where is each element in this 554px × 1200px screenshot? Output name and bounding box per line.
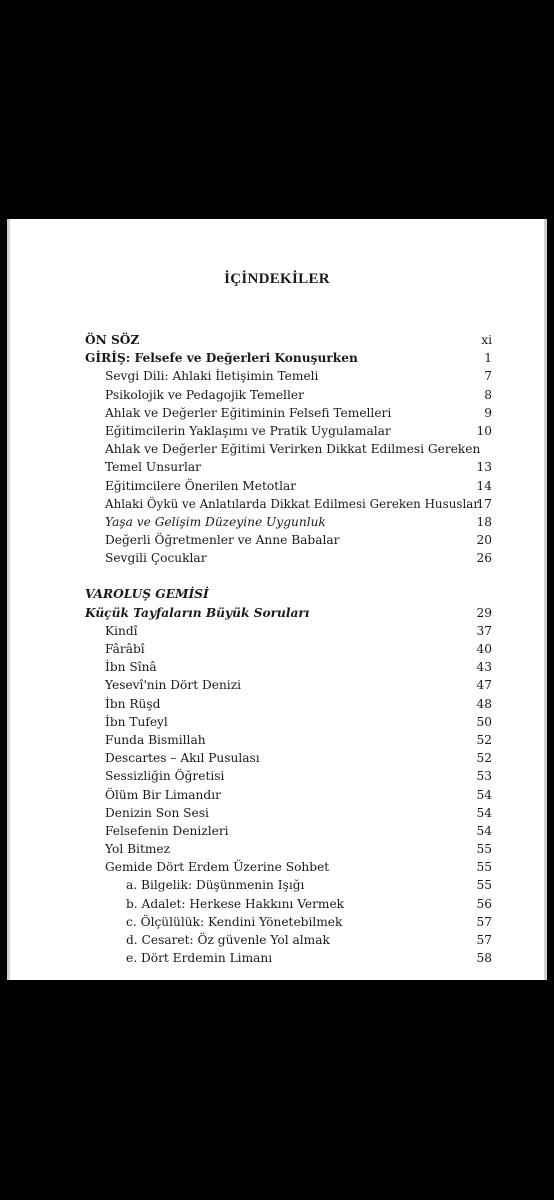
toc-subentry (85, 913, 492, 931)
toc-label: Ahlak ve Değerler Eğitiminin Felsefi Temelleri (105, 405, 392, 420)
toc-label: Ahlak ve Değerler Eğitimi Verirken Dikkat Edilmesi Gereken (105, 442, 481, 457)
toc-page: 37 (476, 623, 492, 638)
toc-page: 1 (484, 351, 492, 366)
toc-label: Psikolojik ve Pedagojik Temeller (105, 387, 304, 402)
toc-entry (85, 404, 492, 422)
toc-label: d. Cesaret: Öz güvenle Yol almak (126, 933, 330, 947)
toc-entry (85, 531, 492, 549)
toc-label: İbn Tufeyl (105, 714, 168, 729)
toc-page: 57 (476, 914, 492, 929)
toc-label: b. Adalet: Herkese Hakkını Vermek (126, 896, 345, 911)
toc-label: VAROLUŞ GEMİSİ (85, 587, 209, 602)
toc-entry (85, 495, 492, 513)
toc-label: Descartes – Akıl Pusulası (105, 751, 260, 766)
toc-page: 20 (476, 533, 492, 548)
toc-entry (85, 367, 492, 385)
toc-entry-giris (85, 349, 492, 367)
toc-page: xi (481, 333, 492, 347)
toc-label: Ölüm Bir Limandır (105, 787, 221, 802)
toc-entry (85, 622, 492, 640)
toc-page: 52 (476, 732, 492, 747)
toc-label: Yaşa ve Gelişim Düzeyine Uygunluk (105, 514, 326, 529)
toc-page: 8 (484, 387, 492, 402)
toc-entry (85, 549, 492, 567)
toc-page: 48 (476, 696, 492, 711)
toc-page: 50 (476, 714, 492, 729)
toc-page: 9 (484, 405, 492, 420)
toc-label: Temel Unsurlar (105, 460, 201, 475)
toc-entry (85, 749, 492, 767)
toc-subentry (85, 895, 492, 913)
toc-page: 52 (476, 751, 492, 766)
toc-label: İbn Sînâ (105, 660, 157, 675)
toc-entry (85, 422, 492, 440)
toc-entry (85, 695, 492, 713)
toc-section-varolus-gemisi (85, 585, 492, 603)
toc-label: Eğitimcilerin Yaklaşımı ve Pratik Uygulamalar (105, 423, 391, 438)
toc-entry (85, 786, 492, 804)
toc-page: 53 (476, 769, 492, 784)
toc-label: c. Ölçülülük: Kendini Yönetebilmek (126, 914, 343, 929)
toc-page: 47 (476, 678, 492, 693)
toc-subentry (85, 931, 492, 949)
toc-entry (85, 477, 492, 495)
toc-page: 55 (476, 842, 492, 857)
toc-page: 14 (476, 478, 492, 493)
toc-page: 54 (476, 823, 492, 838)
toc-page: 18 (476, 514, 492, 529)
toc-page: 54 (476, 805, 492, 820)
section-gap (85, 567, 492, 585)
toc-page: 56 (476, 896, 492, 911)
toc-subentry (85, 876, 492, 894)
document-page (7, 219, 547, 980)
toc-label: Funda Bismillah (105, 732, 206, 747)
toc-label: a. Bilgelik: Düşünmenin Işığı (126, 878, 305, 893)
toc-page: 10 (476, 423, 492, 438)
toc-label: Sevgili Çocuklar (105, 551, 207, 566)
toc-entry (85, 822, 492, 840)
toc-label: Yol Bitmez (105, 842, 171, 857)
toc-label: Fârâbî (105, 642, 145, 656)
toc-page: 55 (476, 860, 492, 875)
toc-entry-kucuk-tayfalar (85, 604, 492, 622)
toc-page: 17 (476, 496, 492, 511)
toc-label: Felsefenin Denizleri (105, 823, 229, 838)
toc-page: 40 (476, 642, 492, 656)
toc-entry (85, 767, 492, 785)
toc-label: Gemide Dört Erdem Üzerine Sohbet (105, 860, 330, 875)
toc-label: Eğitimcilere Önerilen Metotlar (105, 478, 297, 493)
toc-subentry (85, 949, 492, 967)
toc-page: 55 (476, 878, 492, 893)
toc-page: 43 (476, 660, 492, 675)
toc-entry (85, 858, 492, 876)
toc-entry (85, 458, 492, 476)
toc-entry (85, 731, 492, 749)
toc-label: e. Dört Erdemin Limanı (126, 951, 273, 966)
toc-entry (85, 713, 492, 731)
toc-page: 54 (476, 787, 492, 802)
toc-label: GİRİŞ: Felsefe ve Değerleri Konuşurken (85, 351, 358, 366)
toc-entry (85, 640, 492, 658)
toc-page: 13 (476, 460, 492, 475)
toc-entry (85, 840, 492, 858)
toc-page: 58 (476, 951, 492, 966)
toc-title: İÇİNDEKİLER (224, 271, 330, 287)
toc-label: Yesevî'nin Dört Denizi (105, 678, 242, 693)
toc-entry (85, 386, 492, 404)
toc-label: Kindî (105, 623, 138, 638)
toc-entry-on-soz (85, 331, 492, 349)
toc-label: Küçük Tayfaların Büyük Soruları (85, 605, 310, 620)
table-of-contents (85, 331, 492, 967)
toc-entry (85, 658, 492, 676)
toc-label: Değerli Öğretmenler ve Anne Babalar (105, 533, 340, 548)
toc-label: Ahlaki Öykü ve Anlatılarda Dikkat Edilmesi Gereken Hususlar (105, 496, 480, 511)
toc-entry (85, 440, 492, 458)
toc-page: 26 (476, 551, 492, 566)
toc-entry (85, 804, 492, 822)
toc-label: Sevgi Dili: Ahlaki İletişimin Temeli (105, 369, 319, 384)
toc-entry (85, 513, 492, 531)
toc-page: 57 (476, 933, 492, 947)
toc-page: 29 (476, 605, 492, 620)
toc-label: Denizin Son Sesi (105, 805, 209, 820)
toc-label: Sessizliğin Öğretisi (105, 769, 225, 784)
toc-entry (85, 676, 492, 694)
toc-label: ÖN SÖZ (85, 333, 140, 347)
toc-page: 7 (484, 369, 492, 384)
toc-label: İbn Rüşd (105, 696, 161, 711)
